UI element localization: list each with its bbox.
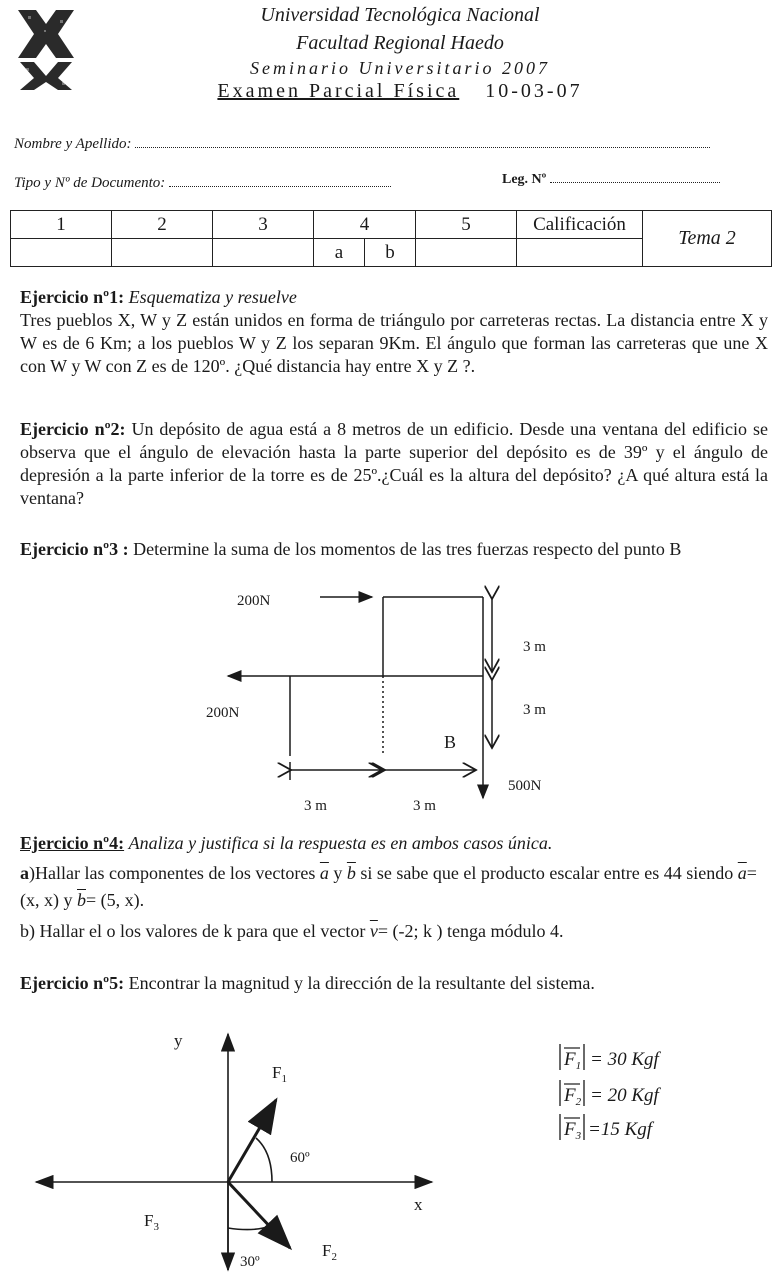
angle-60-label: 60º	[290, 1150, 310, 1166]
grade-col-5: 5	[416, 211, 517, 239]
exercise-1-text: Tres pueblos X, W y Z están unidos en forma de triángulo por carreteras rectas. La distancia entre X y W es de 6 Km; a los pueblos W y Z los separan 9Km. El ángulo que forman las carreteras que une X con W y W con Z es de 120º. ¿Qué distancia hay entre X y Z ?.	[20, 310, 768, 376]
exercise-2	[20, 418, 768, 510]
exam-name: Examen Parcial Física	[217, 80, 460, 102]
svg-text:F3: $F_3$	[564, 1119, 582, 1142]
exam-title	[160, 80, 640, 103]
angle-30-arc	[228, 1226, 270, 1230]
exercise-4a-text2: si se sabe que el producto escalar entre es 44 siendo	[360, 863, 734, 883]
vector-v: $\overline{v}$	[369, 921, 378, 941]
exercise-3	[20, 538, 720, 561]
magnitudes-list	[560, 1044, 661, 1142]
magnitude-f1	[560, 1044, 661, 1072]
name-label: Nombre y Apellido:	[14, 136, 132, 152]
force-left-label: 200N	[206, 705, 240, 721]
vector-b: $\overline{b}$	[346, 863, 356, 883]
exercise-4a-and: y	[333, 863, 343, 883]
legajo-field[interactable]	[502, 172, 767, 188]
magnitude-f3	[560, 1114, 655, 1142]
grade-col-2: 2	[112, 211, 213, 239]
svg-text:= 30 Kgf: = 30 Kgf	[590, 1049, 659, 1070]
f3-label: $F_3$	[144, 1211, 159, 1233]
svg-text:F2: $F_2$	[564, 1085, 582, 1108]
grade-cell-1[interactable]	[11, 239, 112, 267]
exercise-5-title: Ejercicio nº5:	[20, 973, 125, 993]
university-name: Universidad Tecnológica Nacional	[260, 4, 540, 26]
exercise-4-part-b	[20, 920, 768, 943]
document-label: Tipo y Nº de Documento:	[14, 175, 166, 191]
exercise-3-title: Ejercicio nº3 :	[20, 539, 129, 559]
svg-text:F1: $F_1$	[564, 1049, 582, 1072]
exercise-4b-eq: = (-2; k ) tenga módulo 4.	[377, 921, 564, 941]
grade-cell-4a[interactable]: a	[314, 239, 365, 267]
grade-cell-2[interactable]	[112, 239, 213, 267]
grade-col-calificacion: Calificación	[517, 211, 643, 239]
vector-a: $\overline{a}$	[319, 863, 329, 883]
grade-col-1: 1	[11, 211, 112, 239]
f1-label: $F_1$	[272, 1063, 287, 1085]
force-down-label: 500N	[508, 778, 542, 794]
f1-vector	[228, 1100, 276, 1182]
exercise-4-subtitle: Analiza y justifica si la respuesta es en ambos casos única.	[128, 833, 553, 853]
exercise-1	[20, 286, 768, 378]
moments-diagram	[0, 580, 780, 820]
dim-v1-label: 3 m	[523, 639, 546, 655]
vector-a-eq: $\overline{a}$	[737, 863, 747, 883]
exercise-4a-y: y	[63, 890, 73, 910]
vector-b-eq: $\overline{b}$	[77, 890, 86, 910]
exercise-5	[20, 972, 768, 995]
grade-col-3: 3	[213, 211, 314, 239]
x-axis-label: x	[414, 1195, 423, 1214]
name-dotted-line	[135, 146, 710, 148]
grade-cell-5[interactable]	[416, 239, 517, 267]
exercise-4a-label: a	[20, 863, 29, 883]
legajo-label: Leg. Nº	[502, 172, 547, 187]
force-vectors-diagram	[0, 1020, 780, 1280]
university-logo	[14, 6, 78, 92]
svg-text:=15 Kgf: =15 Kgf	[588, 1119, 653, 1140]
exercise-4	[20, 832, 768, 855]
grade-col-4: 4	[314, 211, 416, 239]
f2-vector	[228, 1182, 290, 1248]
exam-date: 10-03-07	[485, 80, 583, 102]
faculty-name: Facultad Regional Haedo	[296, 32, 504, 54]
magnitude-f2	[560, 1080, 661, 1108]
document-field[interactable]	[14, 175, 444, 192]
document-dotted-line	[169, 185, 391, 187]
exercise-4b-text: b) Hallar el o los valores de k para que el vector	[20, 921, 366, 941]
exercise-4a-eq-b: = (5, x).	[86, 890, 145, 910]
y-axis-label: y	[174, 1031, 183, 1050]
svg-text:= 20 Kgf: = 20 Kgf	[590, 1085, 659, 1106]
tema-label: Tema 2	[643, 211, 772, 267]
exercise-2-text: Un depósito de agua está a 8 metros de un edificio. Desde una ventana del edificio se observa que el ángulo de elevación hasta la parte superior del depósito es de 39º y el ángulo de depresión a la parte inferior de la torre es de 25º.¿Cuál es la altura del depósito? ¿A qué altura está la ventana?	[20, 419, 768, 508]
grade-cell-calificacion[interactable]	[517, 239, 643, 267]
force-top-label: 200N	[237, 593, 271, 609]
seminar-name: Seminario Universitario 2007	[250, 58, 550, 78]
legajo-dotted-line	[550, 181, 720, 183]
exercise-4-title: Ejercicio nº4:	[20, 833, 125, 853]
f2-label: $F_2$	[322, 1241, 337, 1263]
dim-h1-label: 3 m	[304, 798, 327, 814]
exercise-1-subtitle: Esquematiza y resuelve	[128, 287, 297, 307]
angle-30-label: 30º	[240, 1254, 260, 1270]
exercise-4a-eq-a: = (x, x)	[20, 863, 757, 910]
grade-cell-3[interactable]	[213, 239, 314, 267]
exercise-4-part-a	[20, 860, 768, 914]
grades-table	[10, 210, 772, 267]
dim-h2-label: 3 m	[413, 798, 436, 814]
angle-60-arc	[256, 1138, 272, 1182]
dim-v2-label: 3 m	[523, 702, 546, 718]
name-field[interactable]	[14, 136, 764, 153]
exercise-4a-text: )Hallar las componentes de los vectores	[29, 863, 316, 883]
exercise-5-text: Encontrar la magnitud y la dirección de la resultante del sistema.	[128, 973, 595, 993]
exercise-1-title: Ejercicio nº1:	[20, 287, 125, 307]
point-b-label: B	[444, 732, 457, 752]
grade-cell-4b[interactable]: b	[365, 239, 416, 267]
exercise-3-text: Determine la suma de los momentos de las tres fuerzas respecto del punto B	[133, 539, 682, 559]
exercise-2-title: Ejercicio nº2:	[20, 419, 126, 439]
